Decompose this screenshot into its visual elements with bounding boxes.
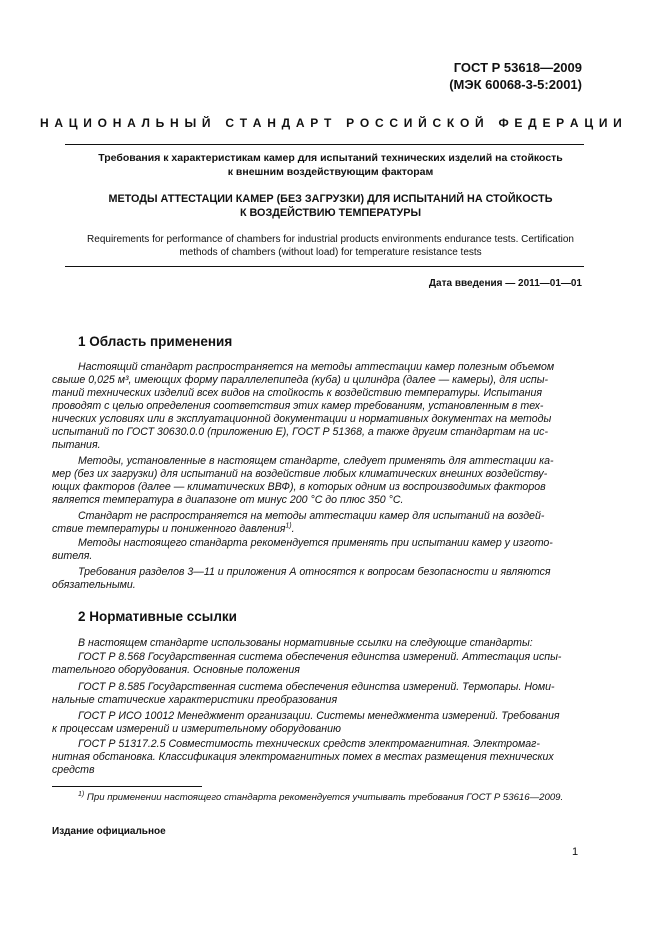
section-1-heading: 1 Область применения bbox=[78, 334, 233, 349]
footnote bbox=[78, 792, 563, 803]
s2-line: ГОСТ Р 8.568 Государственная система обеспечения единства измерений. Аттестация испы- bbox=[78, 651, 562, 663]
s1-line: Методы, установленные в настоящем стандарте, следует применять для аттестации ка- bbox=[78, 455, 554, 467]
s2-line: ГОСТ Р 8.585 Государственная система обеспечения единства измерений. Термопары. Номи- bbox=[78, 681, 555, 693]
s2-line: ГОСТ Р 51317.2.5 Совместимость технических средств электромагнитная. Электромаг- bbox=[78, 738, 540, 750]
s2-line: ГОСТ Р ИСО 10012 Менеджмент организации. Системы менеджмента измерений. Требования bbox=[78, 710, 560, 722]
title-main-1: МЕТОДЫ АТТЕСТАЦИИ КАМЕР (БЕЗ ЗАГРУЗКИ) ДЛЯ ИСПЫТАНИЙ НА СТОЙКОСТЬ bbox=[108, 193, 553, 205]
s1-line: Стандарт не распространяется на методы аттестации камер для испытаний на воздей- bbox=[78, 510, 545, 522]
footnote-rule bbox=[52, 786, 202, 787]
divider-titles bbox=[65, 266, 584, 267]
footnote-text: При применении настоящего стандарта рекомендуется учитывать требования ГОСТ Р 53616—2009. bbox=[86, 792, 564, 803]
s1-line: испытаний по ГОСТ 30630.0.0 (приложению Е), ГОСТ Р 51368, а также другим стандартам на ис- bbox=[52, 426, 548, 438]
footnote-ref[interactable]: 1) bbox=[285, 522, 292, 530]
s1-line: ющих факторов (далее — климатических ВВФ), в которых одним из воспроизводимых факторов bbox=[52, 481, 546, 493]
title-general-2: к внешним воздействующим факторам bbox=[227, 166, 434, 178]
title-english-1: Requirements for performance of chambers for industrial products environments endurance tests. Certification bbox=[87, 234, 574, 245]
title-general-1: Требования к характеристикам камер для испытаний технических изделий на стойкость bbox=[98, 152, 563, 164]
s1-line: Требования разделов 3—11 и приложения А относятся к вопросам безопасности и являются bbox=[78, 566, 551, 578]
s2-line: средств bbox=[52, 764, 95, 776]
iec-reference: (МЭК 60068-3-5:2001) bbox=[449, 77, 582, 92]
s1-line: свыше 0,025 м³, имеющих форму параллелепипеда (куба) и цилиндра (далее — камеры), для испы- bbox=[52, 374, 549, 386]
section-2-heading: 2 Нормативные ссылки bbox=[78, 609, 237, 624]
national-standard-title: Н А Ц И О Н А Л Ь Н Ы Й С Т А Н Д А Р Т Р О С С И Й С К О Й Ф Е Д Е Р А Ц И И bbox=[40, 116, 623, 130]
standard-code: ГОСТ Р 53618—2009 bbox=[453, 60, 582, 75]
s1-line: нических условиях или в эксплуатационной документации и нормативных документах на методы bbox=[52, 413, 552, 425]
s1-line: проводят с целью определения соответствия этих камер требованиям, установленным в тех- bbox=[52, 400, 544, 412]
s1-line: таний технических изделий всех видов на стойкость к воздействию температуры. Испытания bbox=[52, 387, 543, 399]
title-main-2: К ВОЗДЕЙСТВИЮ ТЕМПЕРАТУРЫ bbox=[239, 207, 422, 219]
s2-line: тательного оборудования. Основные положения bbox=[52, 664, 300, 676]
s1-line: является температура в диапазоне от минус 200 °С до плюс 350 °С. bbox=[52, 494, 404, 506]
s1-line-text: ствие температуры и пониженного давления bbox=[52, 523, 286, 535]
s2-line: нальные статические характеристики преобразования bbox=[52, 694, 338, 706]
s2-line: нитная обстановка. Классификация электромагнитных помех в местах размещения технических bbox=[52, 751, 554, 763]
title-english-2: methods of chambers (without load) for temperature resistance tests bbox=[179, 247, 482, 258]
footnote-mark: 1) bbox=[78, 790, 85, 798]
s1-line: Методы настоящего стандарта рекомендуется применять при испытании камер у изгото- bbox=[78, 537, 553, 549]
s1-line: обязательными. bbox=[52, 579, 136, 591]
introduction-date: Дата введения — 2011—01—01 bbox=[428, 278, 582, 289]
page-number: 1 bbox=[572, 846, 579, 858]
official-edition: Издание официальное bbox=[52, 826, 166, 837]
s1-line: мер (без их загрузки) для испытаний на воздействие любых климатических внешних воздейству- bbox=[52, 468, 548, 480]
s1-line: вителя. bbox=[52, 550, 93, 562]
s2-line: В настоящем стандарте использованы нормативные ссылки на следующие стандарты: bbox=[78, 637, 533, 649]
s2-line: к процессам измерений и измерительному оборудованию bbox=[52, 723, 341, 735]
divider-top bbox=[65, 144, 584, 145]
s1-line: пытания. bbox=[52, 439, 101, 451]
s1-line-with-footnote: ствие температуры и пониженного давления$^{1)}$. bbox=[52, 522, 295, 535]
s1-line: Настоящий стандарт распространяется на методы аттестации камер полезным объемом bbox=[78, 361, 555, 373]
